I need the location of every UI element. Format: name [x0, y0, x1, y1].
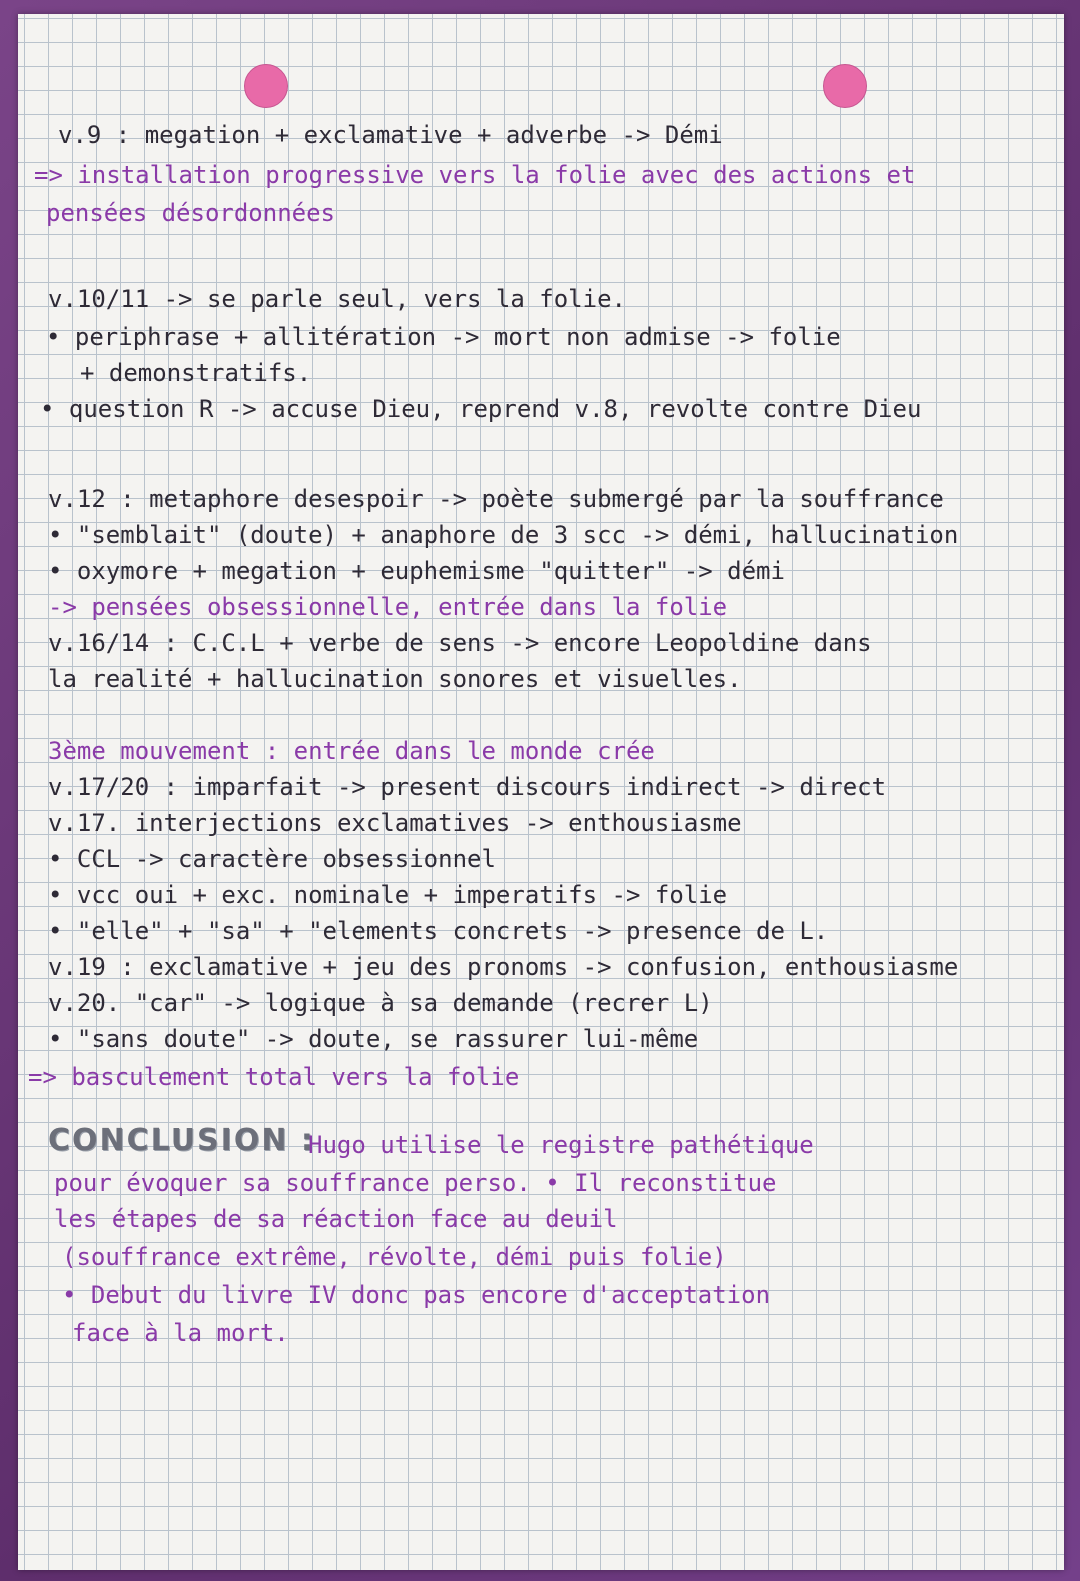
note-line: • CCL -> caractère obsessionnel [48, 845, 496, 873]
note-line: v.20. "car" -> logique à sa demande (recrer L) [48, 989, 713, 1017]
note-line: v.17. interjections exclamatives -> enthousiasme [48, 809, 742, 837]
note-line: v.16/14 : C.C.L + verbe de sens -> encore Leopoldine dans [48, 629, 872, 657]
note-line: v.9 : megation + exclamative + adverbe -> Démi [58, 121, 723, 149]
conclusion-line: • Debut du livre IV donc pas encore d'acceptation [62, 1281, 771, 1309]
note-line: pensées désordonnées [46, 199, 335, 227]
conclusion-line: (souffrance extrême, révolte, démi puis folie) [62, 1243, 727, 1271]
punch-hole-right [823, 64, 867, 108]
conclusion-line: face à la mort. [72, 1319, 289, 1347]
note-line: • periphrase + allitération -> mort non admise -> folie [46, 323, 841, 351]
note-line: -> pensées obsessionnelle, entrée dans la folie [48, 593, 728, 621]
note-line: • question R -> accuse Dieu, reprend v.8, revolte contre Dieu [40, 395, 922, 423]
section-heading: 3ème mouvement : entrée dans le monde crée [48, 737, 655, 765]
note-line: v.10/11 -> se parle seul, vers la folie. [48, 285, 626, 313]
note-line: • "elle" + "sa" + "elements concrets -> presence de L. [48, 917, 829, 945]
conclusion-line: les étapes de sa réaction face au deuil [54, 1205, 618, 1233]
conclusion-line: pour évoquer sa souffrance perso. • Il reconstitue [54, 1169, 777, 1197]
note-line: => basculement total vers la folie [28, 1063, 520, 1091]
note-line: v.17/20 : imparfait -> present discours indirect -> direct [48, 773, 887, 801]
note-line: • "sans doute" -> doute, se rassurer lui-même [48, 1025, 699, 1053]
note-line: => installation progressive vers la folie avec des actions et [34, 161, 916, 189]
note-line: • oxymore + megation + euphemisme "quitter" -> démi [48, 557, 785, 585]
notebook-page [18, 14, 1064, 1570]
punch-hole-left [244, 64, 288, 108]
note-line: • "semblait" (doute) + anaphore de 3 scc -> démi, hallucination [48, 521, 959, 549]
conclusion-line: Hugo utilise le registre pathétique [308, 1131, 814, 1159]
note-line: la realité + hallucination sonores et visuelles. [48, 665, 742, 693]
note-line: v.19 : exclamative + jeu des pronoms -> confusion, enthousiasme [48, 953, 959, 981]
conclusion-title: CONCLUSION : [48, 1123, 315, 1158]
note-line: • vcc oui + exc. nominale + imperatifs -> folie [48, 881, 728, 909]
note-line: + demonstratifs. [80, 359, 312, 387]
note-line: v.12 : metaphore desespoir -> poète submergé par la souffrance [48, 485, 944, 513]
